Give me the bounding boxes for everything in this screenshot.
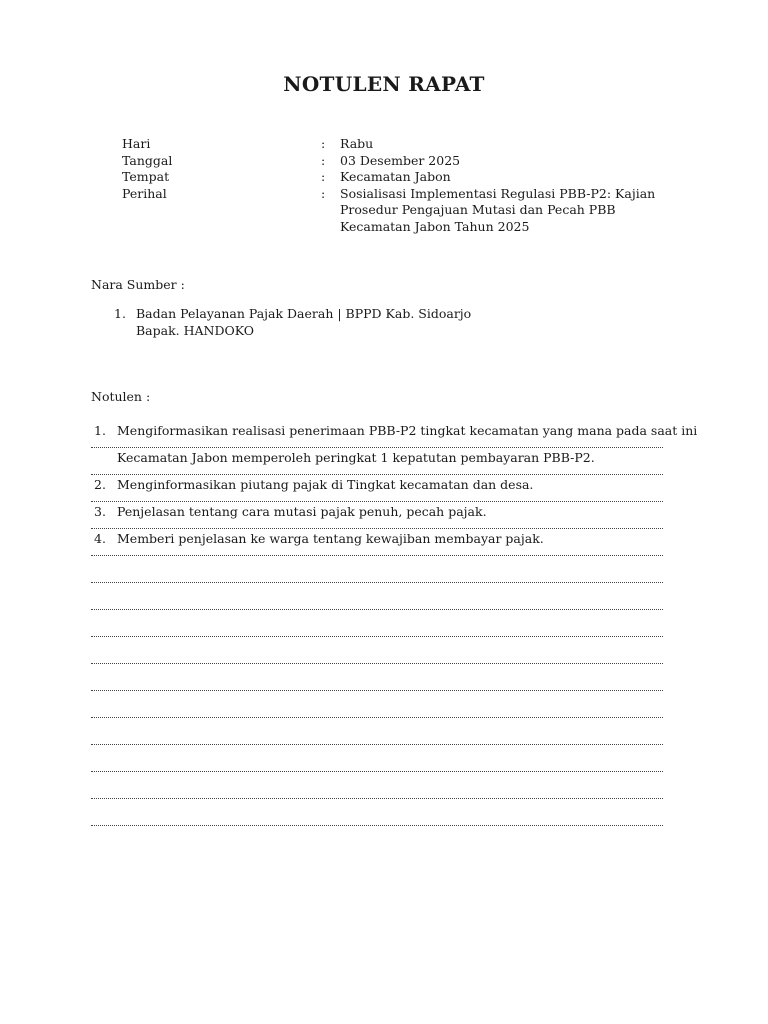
narasumber-list	[114, 306, 471, 339]
info-colon: :	[321, 185, 326, 201]
note-line	[91, 502, 663, 529]
narasumber-person: Bapak. HANDOKO	[136, 322, 254, 338]
info-row-perihal	[122, 186, 682, 236]
note-line	[91, 529, 663, 556]
info-colon: :	[321, 152, 326, 168]
info-label: Perihal	[122, 185, 167, 201]
note-text: Kecamatan Jabon memperoleh peringkat 1 kepatutan pembayaran PBB-P2.	[117, 450, 595, 465]
note-line	[91, 556, 663, 583]
info-colon: :	[321, 169, 326, 184]
note-line	[91, 610, 663, 637]
info-label: Tanggal	[122, 152, 173, 168]
note-line	[91, 664, 663, 691]
document-title: NOTULEN RAPAT	[283, 72, 485, 96]
narasumber-institution: Badan Pelayanan Pajak Daerah | BPPD Kab. Sidoarjo	[136, 306, 472, 321]
narasumber-heading: Nara Sumber :	[91, 277, 185, 292]
info-row-tanggal	[122, 153, 682, 170]
note-text: Mengiformasikan realisasi penerimaan PBB-P2 tingkat kecamatan yang mana pada saat ini	[117, 423, 698, 438]
notulen-lines	[91, 421, 698, 826]
info-row-hari	[122, 136, 682, 153]
info-value: Kecamatan Jabon	[340, 169, 451, 184]
info-label: Tempat	[122, 169, 170, 184]
note-text: Penjelasan tentang cara mutasi pajak penuh, pecah pajak.	[117, 504, 487, 519]
info-value: Sosialisasi Implementasi Regulasi PBB-P2: Kajian Prosedur Pengajuan Mutasi dan Pecah PBB Kecamatan Jabon Tahun 2025	[340, 185, 656, 234]
note-line	[91, 691, 663, 718]
note-line	[91, 772, 663, 799]
notulen-heading: Notulen :	[91, 389, 151, 404]
note-line	[91, 745, 663, 772]
meeting-info	[122, 136, 682, 235]
note-line	[91, 799, 663, 826]
info-colon: :	[321, 136, 326, 151]
note-text: Memberi penjelasan ke warga tentang kewajiban membayar pajak.	[117, 531, 544, 546]
note-line	[91, 448, 663, 475]
list-item	[114, 306, 471, 339]
note-number: 2.	[94, 477, 106, 492]
note-line	[91, 475, 663, 502]
info-value: 03 Desember 2025	[340, 152, 461, 168]
note-line	[91, 718, 663, 745]
list-number: 1.	[114, 306, 126, 321]
note-number: 1.	[94, 423, 106, 438]
note-line	[91, 583, 663, 610]
note-number: 4.	[94, 531, 106, 546]
note-text: Menginformasikan piutang pajak di Tingkat kecamatan dan desa.	[117, 477, 534, 492]
note-line	[91, 421, 698, 448]
note-line	[91, 637, 663, 664]
note-number: 3.	[94, 504, 106, 519]
info-label: Hari	[122, 136, 151, 151]
info-row-tempat	[122, 169, 682, 186]
info-value: Rabu	[340, 136, 374, 151]
